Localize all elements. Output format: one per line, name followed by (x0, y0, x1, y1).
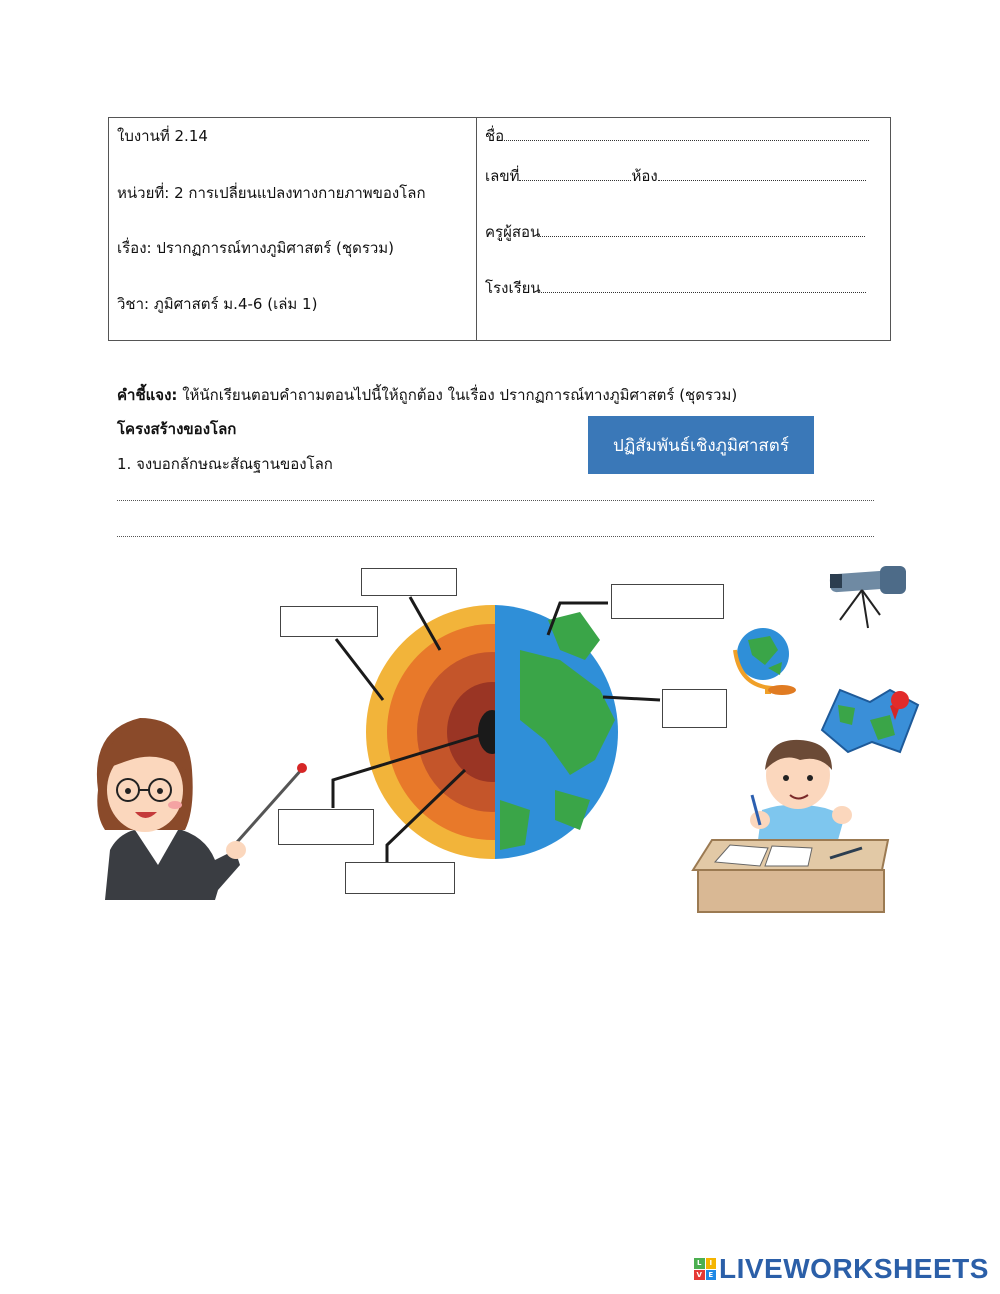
answer-line-2[interactable] (117, 536, 874, 537)
label-box-mantle[interactable] (280, 606, 378, 637)
school-blank (541, 292, 866, 293)
school-field-row (485, 276, 866, 300)
room-label: ห้อง (631, 167, 658, 185)
logo-icon-letter: E (706, 1270, 717, 1281)
label-box-inner-core[interactable] (278, 809, 374, 845)
answer-line-1[interactable] (117, 500, 874, 501)
topic-title: เรื่อง: ปรากฏการณ์ทางภูมิศาสตร์ (ชุดรวม) (117, 239, 395, 257)
instructions-text: ให้นักเรียนตอบคำถามตอนไปนี้ให้ถูกต้อง ในเรื่อง ปรากฏการณ์ทางภูมิศาสตร์ (ชุดรวม) (177, 386, 738, 404)
interactive-geography-button[interactable]: ปฏิสัมพันธ์เชิงภูมิศาสตร์ (588, 416, 814, 474)
label-box-ocean[interactable] (611, 584, 724, 619)
unit-title: หน่วยที่: 2 การเปลี่ยนแปลงทางกายภาพของโลก (117, 184, 426, 202)
logo-icon-letter: V (694, 1270, 705, 1281)
name-blank (504, 140, 869, 141)
section-title: โครงสร้างของโลก (117, 420, 237, 438)
teacher-blank (540, 236, 865, 237)
question-1: 1. จงบอกลักษณะสัณฐานของโลก (117, 455, 333, 473)
name-field-row (485, 124, 869, 148)
globe-illustration (735, 628, 796, 695)
worksheet-number: ใบงานที่ 2.14 (117, 127, 208, 145)
label-box-outer-core[interactable] (345, 862, 455, 894)
number-label: เลขที่ (485, 167, 520, 185)
telescope-illustration (829, 566, 906, 628)
logo-icon-letter: I (706, 1258, 717, 1269)
liveworksheets-logo[interactable] (694, 1254, 989, 1284)
name-label: ชื่อ (485, 127, 505, 145)
room-blank (658, 180, 866, 181)
liveworksheets-logo-icon (694, 1258, 716, 1280)
header-divider (476, 117, 477, 341)
instructions-label: คำชี้แจง: (117, 386, 178, 404)
school-label: โรงเรียน (485, 279, 541, 297)
teacher-illustration (97, 718, 307, 900)
teacher-label: ครูผู้สอน (485, 223, 541, 241)
subject-title: วิชา: ภูมิศาสตร์ ม.4-6 (เล่ม 1) (117, 295, 318, 313)
teacher-field-row (485, 220, 865, 244)
earth-structure-illustration (0, 555, 1000, 925)
student-illustration (693, 740, 888, 912)
number-blank (519, 180, 631, 181)
number-room-row (485, 164, 866, 188)
liveworksheets-logo-text: LIVEWORKSHEETS (719, 1253, 989, 1284)
label-box-crust-top[interactable] (361, 568, 457, 596)
instructions (117, 383, 737, 407)
label-box-land[interactable] (662, 689, 727, 728)
map-illustration (822, 690, 918, 752)
logo-icon-letter: L (694, 1258, 705, 1269)
